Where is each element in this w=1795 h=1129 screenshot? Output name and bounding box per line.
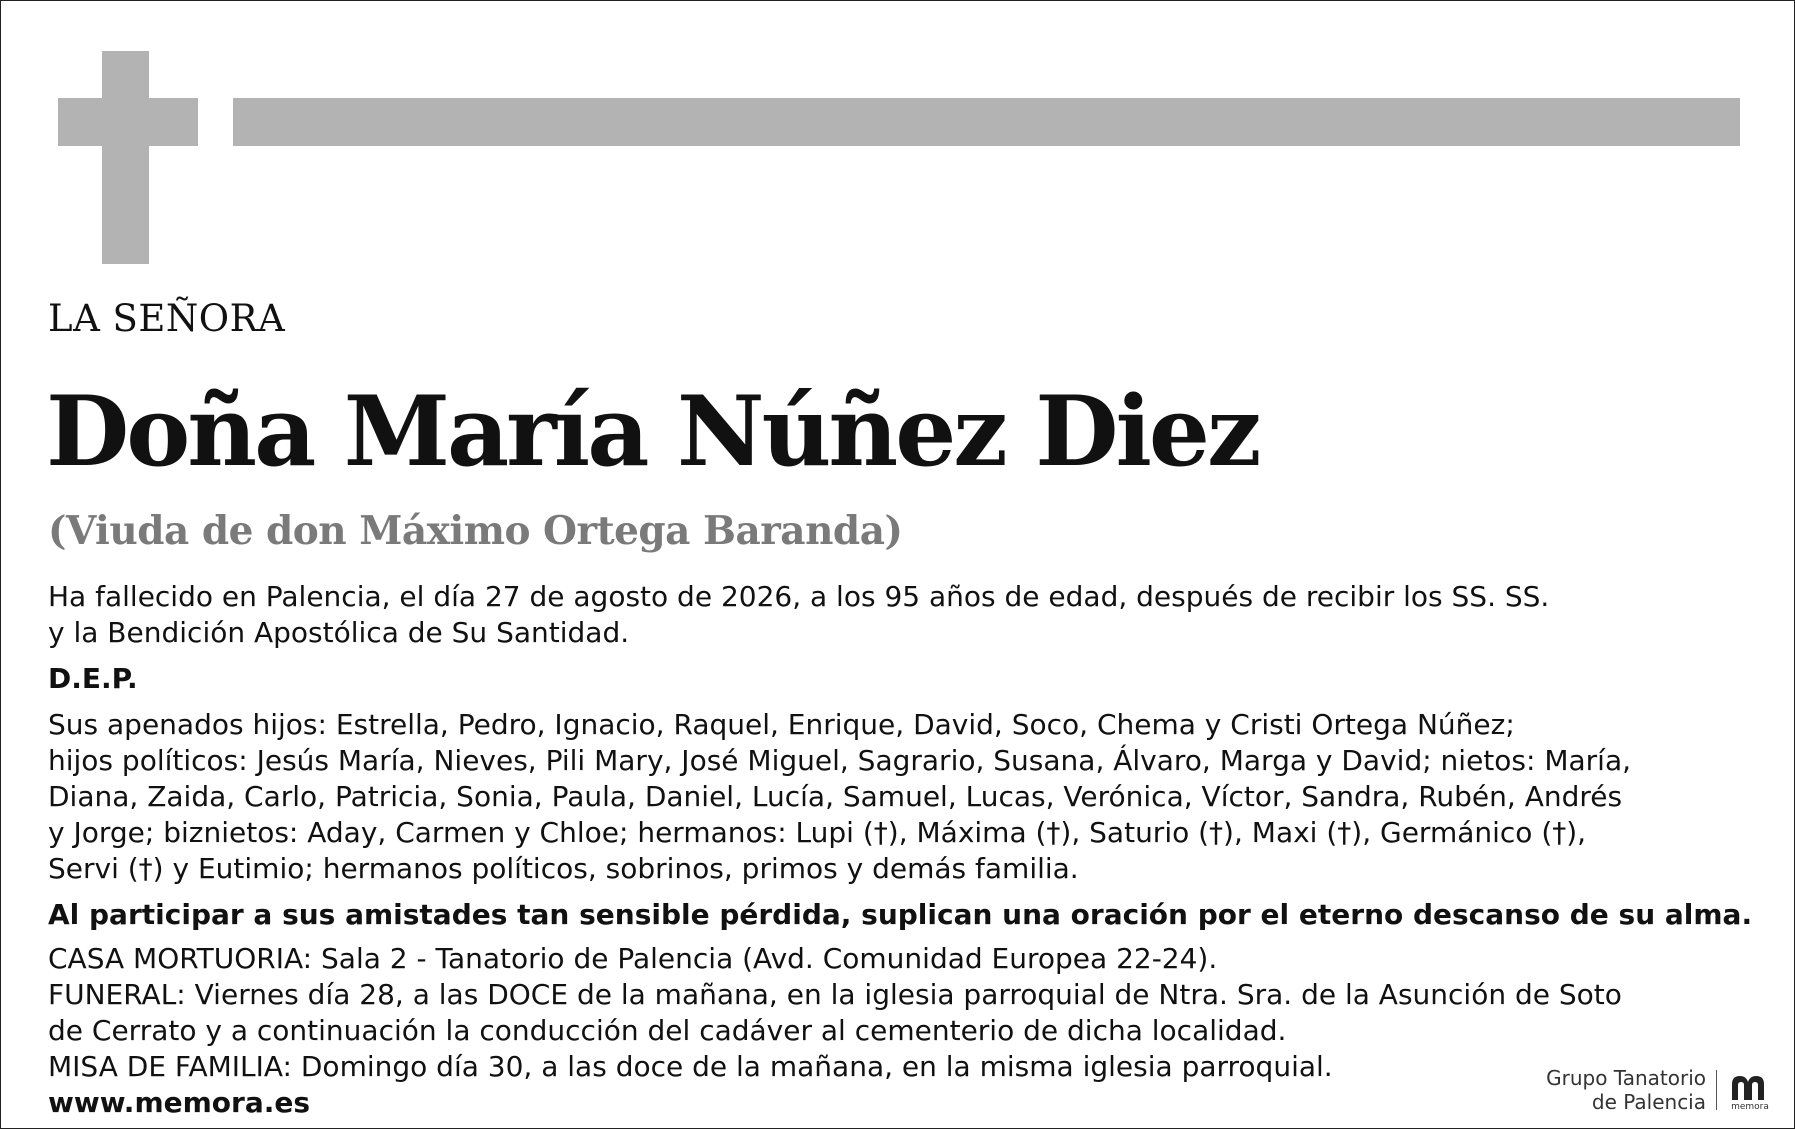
death-notice-line: y la Bendición Apostólica de Su Santidad. bbox=[48, 616, 630, 649]
cross-icon-horizontal bbox=[58, 98, 198, 146]
cross-icon-vertical bbox=[102, 51, 149, 264]
tanatorio-logo bbox=[1538, 1066, 1778, 1114]
family-line: hijos políticos: Jesús María, Nieves, Pili Mary, José Miguel, Sagrario, Susana, Álvaro, Marga y David; nietos: María, bbox=[48, 744, 1631, 777]
family-line: Diana, Zaida, Carlo, Patricia, Sonia, Paula, Daniel, Lucía, Samuel, Lucas, Verónica, Víctor, Sandra, Rubén, Andrés bbox=[48, 780, 1623, 813]
service-line: CASA MORTUORIA: Sala 2 - Tanatorio de Palencia (Avd. Comunidad Europea 22-24). bbox=[48, 942, 1218, 975]
family-line: Sus apenados hijos: Estrella, Pedro, Ignacio, Raquel, Enrique, David, Soco, Chema y Cristi Ortega Núñez; bbox=[48, 708, 1515, 741]
death-notice-line: Ha fallecido en Palencia, el día 27 de agosto de 2026, a los 95 años de edad, después de recibir los SS. SS. bbox=[48, 580, 1550, 613]
family-list bbox=[48, 707, 1688, 887]
service-line: de Cerrato y a continuación la conducción del cadáver al cementerio de dicha localidad. bbox=[48, 1014, 1287, 1047]
service-line: FUNERAL: Viernes día 28, a las DOCE de la mañana, en la iglesia parroquial de Ntra. Sra. de la Asunción de Soto bbox=[48, 978, 1622, 1011]
dep-text: D.E.P. bbox=[48, 662, 138, 695]
death-notice bbox=[48, 579, 1688, 651]
family-line: Servi (†) y Eutimio; hermanos políticos, sobrinos, primos y demás familia. bbox=[48, 852, 1079, 885]
family-line: y Jorge; biznietos: Aday, Carmen y Chloe; hermanos: Lupi (†), Máxima (†), Saturio (†), Maxi (†), Germánico (†), bbox=[48, 816, 1587, 849]
salutation: LA SEÑORA bbox=[48, 297, 286, 340]
website-link[interactable]: www.memora.es bbox=[48, 1086, 311, 1119]
logo-line-1: Grupo Tanatorio bbox=[1546, 1066, 1706, 1090]
header-bar bbox=[233, 98, 1740, 146]
prayer-appeal: Al participar a sus amistades tan sensible pérdida, suplican una oración por el eterno descanso de su alma. bbox=[48, 898, 1753, 931]
service-line: MISA DE FAMILIA: Domingo día 30, a las doce de la mañana, en la misma iglesia parroquial. bbox=[48, 1050, 1333, 1083]
logo-brand: memora bbox=[1731, 1102, 1769, 1112]
deceased-name: Doña María Núñez Diez bbox=[46, 375, 1259, 488]
widow-of: (Viuda de don Máximo Ortega Baranda) bbox=[48, 508, 903, 554]
service-details bbox=[48, 941, 1688, 1085]
logo-line-2: de Palencia bbox=[1591, 1090, 1706, 1114]
logo-text bbox=[1546, 1066, 1706, 1114]
logo-divider bbox=[1716, 1070, 1717, 1110]
